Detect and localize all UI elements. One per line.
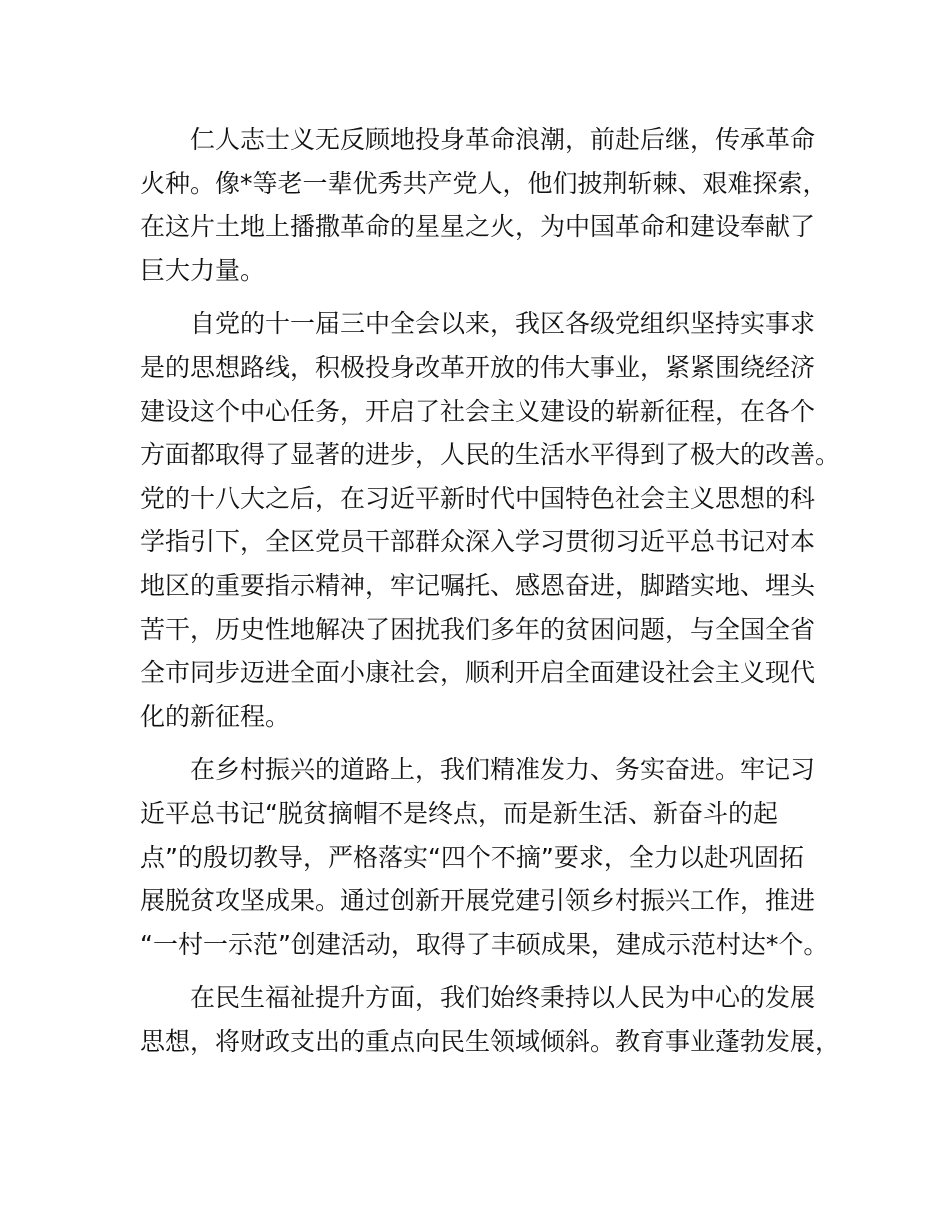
paragraph-3 bbox=[140, 748, 840, 966]
document-body bbox=[140, 118, 840, 1073]
text-line: 在民生福祉提升方面，我们始终秉持以人民为中心的发展 bbox=[190, 983, 816, 1013]
text-line: 全市同步迈进全面小康社会，顺利开启全面建设社会主义现代 bbox=[140, 658, 816, 688]
text-line: “一村一示范”创建活动，取得了丰硕成果，建成示范村达*个。 bbox=[140, 929, 829, 959]
text-line: 建设这个中心任务，开启了社会主义建设的崭新征程，在各个 bbox=[140, 396, 816, 426]
text-line: 地区的重要指示精神，牢记嘱托、感恩奋进，脚踏实地、埋头 bbox=[140, 570, 816, 600]
text-line: 巨大力量。 bbox=[140, 255, 266, 285]
text-line: 方面都取得了显著的进步，人民的生活水平得到了极大的改善。 bbox=[140, 440, 841, 470]
paragraph-2 bbox=[140, 302, 840, 738]
paragraph-4 bbox=[140, 976, 840, 1063]
text-line: 点”的殷切教导，严格落实“四个不摘”要求，全力以赴巩固拓 bbox=[140, 842, 804, 872]
text-line: 苦干，历史性地解决了困扰我们多年的贫困问题，与全国全省 bbox=[140, 614, 816, 644]
text-line: 火种。像*等老一辈优秀共产党人，他们披荆斩棘、艰难探索， bbox=[140, 168, 828, 198]
text-line: 自党的十一届三中全会以来，我区各级党组织坚持实事求 bbox=[190, 309, 816, 339]
text-line: 近平总书记“脱贫摘帽不是终点，而是新生活、新奋斗的起 bbox=[140, 798, 778, 828]
text-line: 学指引下，全区党员干部群众深入学习贯彻习近平总书记对本 bbox=[140, 527, 816, 557]
text-line: 仁人志士义无反顾地投身革命浪潮，前赴后继，传承革命 bbox=[190, 125, 816, 154]
text-line: 在乡村振兴的道路上，我们精准发力、务实奋进。牢记习 bbox=[190, 755, 816, 785]
text-line: 思想，将财政支出的重点向民生领域倾斜。教育事业蓬勃发展， bbox=[140, 1026, 841, 1056]
text-line: 化的新征程。 bbox=[140, 701, 291, 731]
text-line: 展脱贫攻坚成果。通过创新开展党建引领乡村振兴工作，推进 bbox=[140, 886, 816, 916]
text-line: 党的十八大之后，在习近平新时代中国特色社会主义思想的科 bbox=[140, 483, 816, 513]
text-line: 在这片土地上播撒革命的星星之火，为中国革命和建设奉献了 bbox=[140, 212, 816, 242]
text-line: 是的思想路线，积极投身改革开放的伟大事业，紧紧围绕经济 bbox=[140, 352, 816, 382]
paragraph-1 bbox=[140, 118, 840, 292]
